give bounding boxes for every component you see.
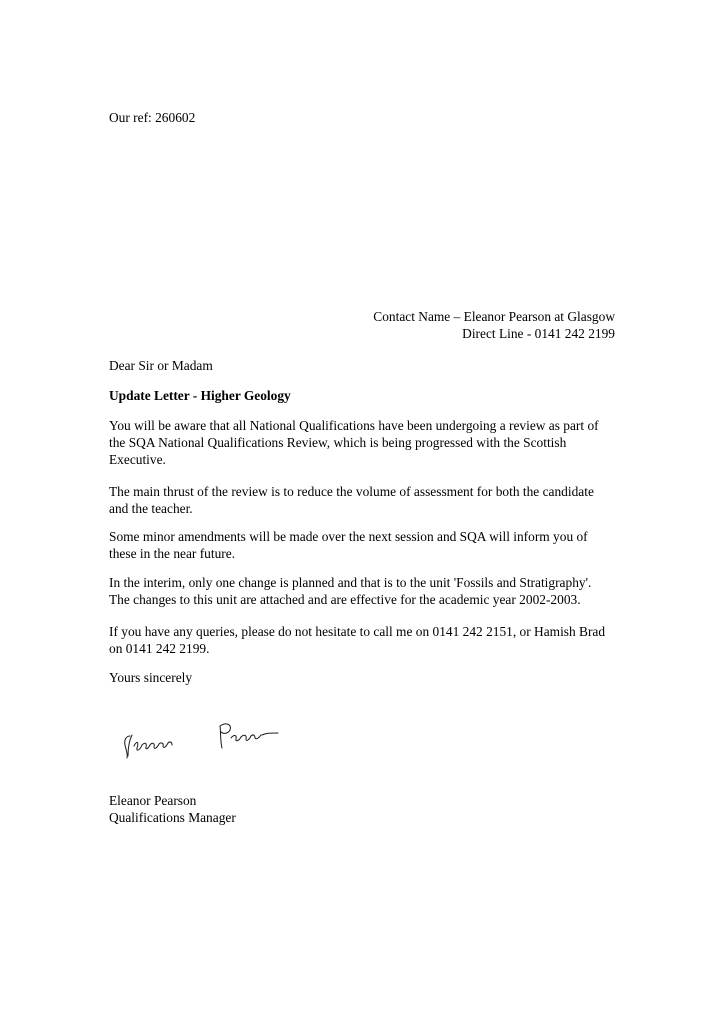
direct-line: Direct Line - 0141 242 2199 (462, 326, 615, 341)
salutation-text: Dear Sir or Madam (109, 358, 213, 373)
reference-number: Our ref: 260602 (109, 110, 196, 125)
contact-name: Contact Name – Eleanor Pearson at Glasgow (373, 309, 615, 324)
paragraph-line: In the interim, only one change is planned and that is to the unit 'Fossils and Stratigraphy'. (109, 575, 592, 590)
signer-name: Eleanor Pearson (109, 793, 197, 808)
paragraph-line: these in the near future. (109, 546, 236, 561)
signer-block (109, 792, 619, 826)
paragraph-line: on 0141 242 2199. (109, 641, 210, 656)
body-paragraph-1 (109, 417, 619, 468)
body-paragraph-4 (109, 574, 619, 608)
paragraph-line: Executive. (109, 452, 166, 467)
paragraph-line: The changes to this unit are attached and are effective for the academic year 2002-2003. (109, 592, 581, 607)
letter-subject (109, 387, 619, 404)
closing-text: Yours sincerely (109, 670, 193, 685)
signer-title: Qualifications Manager (109, 810, 236, 825)
body-paragraph-2 (109, 483, 619, 517)
handwritten-signature (110, 712, 290, 762)
body-paragraph-3 (109, 528, 619, 562)
paragraph-line: You will be aware that all National Qualifications have been undergoing a review as part of (109, 418, 599, 433)
paragraph-line: The main thrust of the review is to reduce the volume of assessment for both the candidate (109, 484, 594, 499)
closing (109, 669, 619, 686)
paragraph-line: If you have any queries, please do not hesitate to call me on 0141 242 2151, or Hamish Brad (109, 624, 606, 639)
paragraph-line: the SQA National Qualifications Review, which is being progressed with the Scottish (109, 435, 567, 450)
salutation (109, 357, 619, 374)
contact-block (373, 308, 615, 342)
paragraph-line: Some minor amendments will be made over the next session and SQA will inform you of (109, 529, 588, 544)
subject-text: Update Letter - Higher Geology (109, 388, 291, 403)
body-paragraph-5 (109, 623, 619, 657)
paragraph-line: and the teacher. (109, 501, 193, 516)
